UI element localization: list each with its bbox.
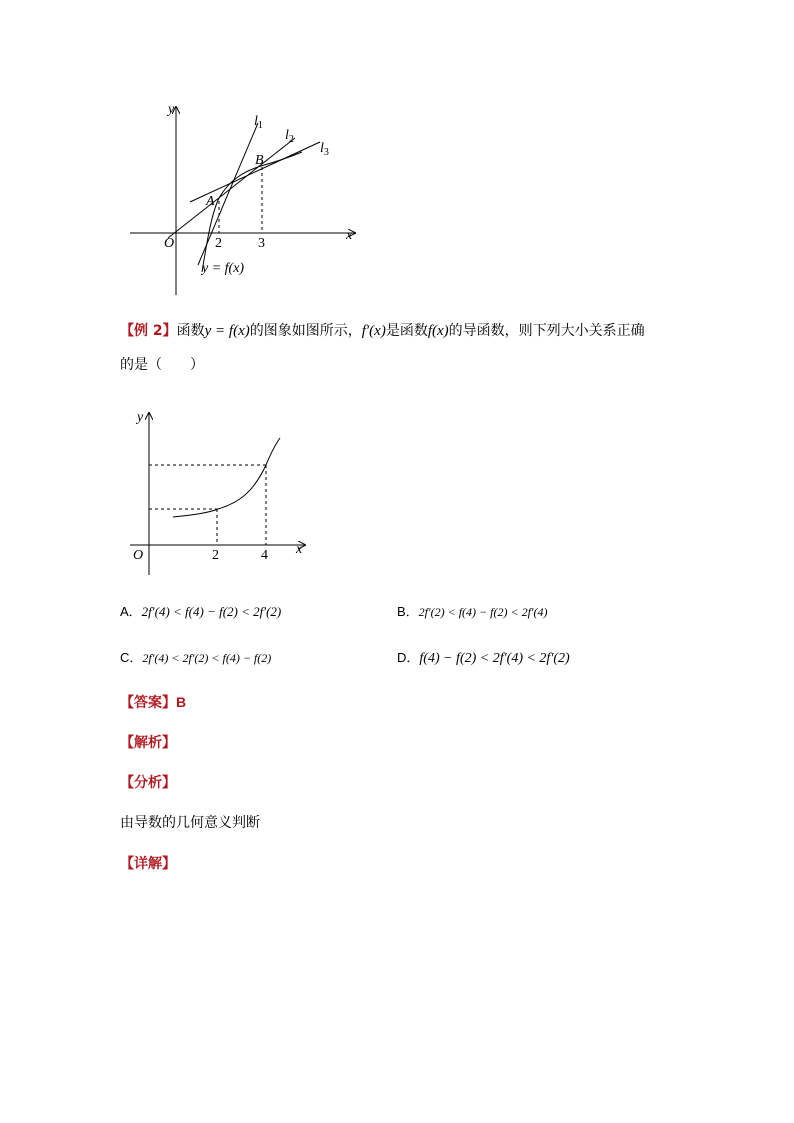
curve-label: y = f(x) xyxy=(202,261,245,276)
l3-label: $l_3$ xyxy=(320,141,329,158)
y-axis-label: y xyxy=(168,102,175,117)
answer-line: 【答案】B xyxy=(120,694,187,711)
line-l2 xyxy=(168,138,295,238)
figure-tangent-lines xyxy=(120,95,370,300)
analysis-tag: 【解析】 xyxy=(120,735,176,751)
y-axis-label: y xyxy=(137,410,144,425)
question-line-1: 【例 2】函数y = f(x)的图象如图所示，f′(x)是函数f(x)的导函数，则下列大小关系正确 xyxy=(120,323,645,339)
figure-function-graph xyxy=(118,405,318,580)
example-tag: 【例 2】 xyxy=(120,323,177,339)
detail-tag: 【详解】 xyxy=(120,856,176,872)
tick-4-label: 4 xyxy=(261,548,268,563)
option-d[interactable]: D．f(4) − f(2) < 2f′(4) < 2f′(2) xyxy=(397,650,570,666)
l2-label: $l_2$ xyxy=(285,128,294,145)
x-axis-label: x xyxy=(296,542,303,557)
answer-value: B xyxy=(176,694,187,710)
point-b-label: B xyxy=(255,153,264,168)
l1-label: $l_1$ xyxy=(254,114,263,131)
fenxi-text: 由导数的几何意义判断 xyxy=(120,815,260,831)
tick-2-label: 2 xyxy=(215,236,222,251)
x-axis-label: x xyxy=(346,228,353,243)
curve-f xyxy=(173,438,280,517)
tick-3-label: 3 xyxy=(258,236,265,251)
option-a[interactable]: A．2f′(4) < f(4) − f(2) < 2f′(2) xyxy=(120,604,282,619)
option-b[interactable]: B．2f′(2) < f(4) − f(2) < 2f′(4) xyxy=(397,604,548,619)
question-line-2: 的是（ ） xyxy=(120,357,204,373)
line-l3 xyxy=(190,142,320,202)
fenxi-tag: 【分析】 xyxy=(120,775,176,791)
curve-f xyxy=(202,152,302,272)
origin-label: O xyxy=(133,548,144,563)
point-a-label: A xyxy=(206,194,215,209)
origin-label: O xyxy=(164,236,175,251)
tick-2-label: 2 xyxy=(212,548,219,563)
option-c[interactable]: C．2f′(4) < 2f′(2) < f(4) − f(2) xyxy=(120,650,272,665)
